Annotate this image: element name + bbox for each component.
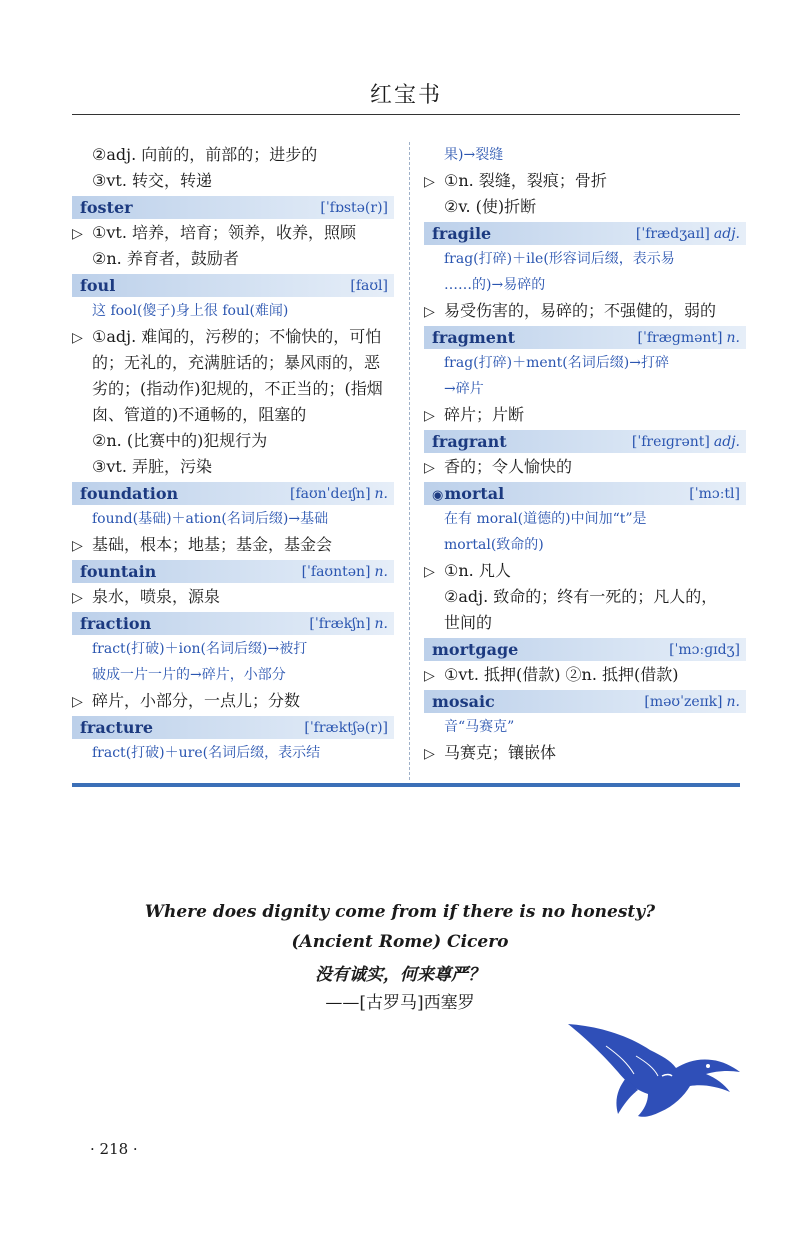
eagle-illustration — [566, 1016, 742, 1120]
headword-text: fountain — [80, 562, 157, 581]
headword-text: foundation — [80, 484, 179, 503]
definition-line — [424, 584, 746, 610]
headword-text: fragrant — [432, 432, 507, 451]
phonetic-text: [faʊnˈdeɪʃn] — [289, 485, 371, 502]
headword — [432, 224, 491, 243]
headword-band — [72, 560, 394, 583]
left-column — [72, 142, 394, 766]
line-text: 果)→裂缝 — [444, 147, 504, 163]
quote-english: Where does dignity come from if there is no honesty? — [144, 902, 656, 922]
headword — [432, 640, 518, 659]
line-text: 碎片；片断 — [444, 405, 525, 424]
line-text: ②n. 养育者，鼓励者 — [92, 249, 239, 268]
definition-line — [424, 402, 746, 428]
headword-band — [424, 482, 746, 505]
part-of-speech: adj. — [713, 225, 740, 242]
triangle-marker-icon: ▷ — [424, 304, 435, 320]
definition-line — [72, 142, 394, 168]
phonetic — [644, 694, 740, 710]
mnemonic-line — [424, 714, 746, 740]
headword-text: mosaic — [432, 692, 495, 711]
mnemonic-line — [424, 506, 746, 532]
headword-text: mortal — [444, 484, 505, 503]
headword — [432, 328, 515, 347]
phonetic-text: [ˈfaʊntən] — [301, 563, 371, 580]
line-text: 马赛克；镶嵌体 — [444, 743, 557, 762]
triangle-marker-icon: ▷ — [424, 668, 435, 684]
line-text: 这 fool(傻子)身上很 foul(难闻) — [92, 303, 289, 319]
phonetic-text: [ˈmɔːtl] — [689, 485, 740, 502]
line-text: ②adj. 致命的；终有一死的；凡人的， — [444, 587, 718, 606]
line-text: 音“马赛克” — [444, 719, 515, 735]
part-of-speech: n. — [374, 485, 388, 502]
line-text: fract(打破)＋ure(名词后缀，表示结 — [92, 745, 321, 761]
phonetic-text: [ˈfɒstə(r)] — [320, 199, 388, 216]
phonetic-text: [ˈmɔːɡɪdʒ] — [669, 641, 740, 658]
part-of-speech: n. — [726, 693, 740, 710]
triangle-marker-icon: ▷ — [72, 590, 83, 606]
line-text: →碎片 — [444, 381, 484, 397]
headword — [80, 562, 156, 581]
phonetic — [632, 434, 740, 450]
definition-line — [72, 324, 394, 350]
definition-line — [72, 428, 394, 454]
definition-line — [72, 402, 394, 428]
headword — [80, 614, 151, 633]
phonetic — [669, 642, 740, 658]
header-rule — [72, 114, 740, 115]
line-text: ②v. (使)折断 — [444, 197, 537, 216]
column-divider — [409, 142, 410, 780]
definition-line — [72, 584, 394, 610]
headword-text: fragile — [432, 224, 492, 243]
mnemonic-line — [72, 298, 394, 324]
headword — [80, 276, 115, 295]
mnemonic-line — [424, 376, 746, 402]
line-text: 破成一片一片的→碎片，小部分 — [92, 667, 286, 683]
line-text: ①vt. 抵押(借款) ②n. 抵押(借款) — [444, 665, 679, 684]
part-of-speech: adj. — [713, 433, 740, 450]
definition-line — [72, 454, 394, 480]
phonetic-text: [ˈfreɪɡrənt] — [631, 433, 710, 450]
line-text: found(基础)＋ation(名词后缀)→基础 — [92, 511, 329, 527]
line-text: ②n. (比赛中的)犯规行为 — [92, 431, 268, 450]
part-of-speech: n. — [374, 563, 388, 580]
line-text: 基础，根本；地基；基金，基金会 — [92, 535, 333, 554]
right-column — [424, 142, 746, 766]
headword — [432, 484, 504, 503]
definition-line — [72, 532, 394, 558]
headword-band — [72, 274, 394, 297]
definition-line — [424, 662, 746, 688]
line-text: 碎片，小部分，一点儿；分数 — [92, 691, 301, 710]
mnemonic-line — [72, 740, 394, 766]
phonetic — [689, 486, 740, 502]
phonetic — [636, 226, 740, 242]
phonetic — [320, 200, 388, 216]
line-text: ①n. 裂缝，裂痕；骨折 — [444, 171, 607, 190]
line-text: 世间的 — [444, 613, 493, 632]
mnemonic-line — [72, 506, 394, 532]
line-text: ②adj. 向前的，前部的；进步的 — [92, 145, 318, 164]
line-text: 香的；令人愉快的 — [444, 457, 573, 476]
line-text: 泉水，喷泉，源泉 — [92, 587, 221, 606]
definition-line — [424, 194, 746, 220]
headword-text: mortgage — [432, 640, 519, 659]
headword — [80, 198, 133, 217]
line-text: fract(打破)＋ion(名词后缀)→被打 — [92, 641, 308, 657]
line-text: ③vt. 弄脏，污染 — [92, 457, 212, 476]
definition-line — [72, 246, 394, 272]
headword-text: foster — [80, 198, 133, 217]
triangle-marker-icon: ▷ — [424, 408, 435, 424]
page-number: · 218 · — [90, 1140, 138, 1158]
headword — [80, 718, 153, 737]
headword-band — [72, 196, 394, 219]
line-text: ①n. 凡人 — [444, 561, 511, 580]
phonetic — [350, 278, 388, 294]
line-text: mortal(致命的) — [444, 537, 544, 553]
quote-author-chinese: ——[古罗马]西塞罗 — [325, 993, 475, 1013]
phonetic-text: [ˈfræktʃə(r)] — [304, 719, 388, 736]
definition-line — [424, 298, 746, 324]
triangle-marker-icon: ▷ — [72, 330, 83, 346]
headword-text: fragment — [432, 328, 515, 347]
headword-text: foul — [80, 276, 116, 295]
headword-band — [424, 326, 746, 349]
definition-line — [72, 350, 394, 376]
line-text: ……的)→易碎的 — [444, 277, 546, 293]
definition-line — [72, 220, 394, 246]
phonetic-text: [ˈfræɡmənt] — [637, 329, 723, 346]
phonetic — [302, 564, 388, 580]
headword-band — [424, 638, 746, 661]
triangle-marker-icon: ▷ — [424, 564, 435, 580]
definition-line — [424, 558, 746, 584]
definition-line — [424, 454, 746, 480]
line-text: 劣的；(指动作)犯规的，不正当的；(指烟 — [92, 379, 383, 398]
headword-text: fracture — [80, 718, 154, 737]
line-text: 易受伤害的，易碎的；不强健的，弱的 — [444, 301, 717, 320]
mnemonic-line — [424, 142, 746, 168]
running-header: 红宝书 — [369, 83, 442, 108]
line-text: ③vt. 转交，转递 — [92, 171, 212, 190]
headword-band — [424, 222, 746, 245]
phonetic-text: [faʊl] — [350, 277, 388, 294]
phonetic — [309, 616, 388, 632]
headword-text: fraction — [80, 614, 152, 633]
headword — [432, 432, 507, 451]
line-text: ①vt. 培养，培育；领养，收养，照顾 — [92, 223, 356, 242]
definition-line — [72, 688, 394, 714]
mnemonic-line — [424, 532, 746, 558]
mnemonic-line — [424, 350, 746, 376]
quote-author-english: (Ancient Rome) Cicero — [291, 932, 509, 952]
line-text: 囱、管道的)不通畅的，阻塞的 — [92, 405, 307, 424]
quote-chinese: 没有诚实，何来尊严？ — [315, 965, 485, 985]
mnemonic-line — [72, 636, 394, 662]
headword-band — [72, 612, 394, 635]
triangle-marker-icon: ▷ — [424, 460, 435, 476]
triangle-marker-icon: ▷ — [424, 174, 435, 190]
headword — [432, 692, 495, 711]
phonetic — [304, 720, 388, 736]
triangle-marker-icon: ▷ — [72, 694, 83, 710]
part-of-speech: n. — [726, 329, 740, 346]
definition-line — [424, 610, 746, 636]
mnemonic-line — [424, 246, 746, 272]
headword-band — [72, 716, 394, 739]
definition-line — [72, 168, 394, 194]
line-text: frag(打碎)＋ile(形容词后缀，表示易 — [444, 251, 675, 267]
line-text: 在有 moral(道德的)中间加“t”是 — [444, 511, 647, 527]
line-text: ①adj. 难闻的，污秽的；不愉快的，可怕 — [92, 327, 382, 346]
mnemonic-line — [424, 272, 746, 298]
entries-bottom-rule — [72, 783, 740, 787]
line-text: frag(打碎)＋ment(名词后缀)→打碎 — [444, 355, 669, 371]
phonetic-text: [ˈfrækʃn] — [309, 615, 371, 632]
triangle-marker-icon: ▷ — [72, 538, 83, 554]
part-of-speech: n. — [374, 615, 388, 632]
definition-line — [424, 740, 746, 766]
key-word-bullet-icon: ◉ — [432, 488, 444, 503]
headword-band — [424, 430, 746, 453]
definition-line — [424, 168, 746, 194]
triangle-marker-icon: ▷ — [72, 226, 83, 242]
phonetic-text: [məʊˈzeɪɪk] — [644, 693, 723, 710]
phonetic-text: [ˈfrædʒaɪl] — [635, 225, 710, 242]
definition-line — [72, 376, 394, 402]
phonetic — [638, 330, 740, 346]
line-text: 的；无礼的，充满脏话的；暴风雨的，恶 — [92, 353, 381, 372]
headword — [80, 484, 178, 503]
headword-band — [72, 482, 394, 505]
triangle-marker-icon: ▷ — [424, 746, 435, 762]
headword-band — [424, 690, 746, 713]
phonetic — [290, 486, 388, 502]
mnemonic-line — [72, 662, 394, 688]
